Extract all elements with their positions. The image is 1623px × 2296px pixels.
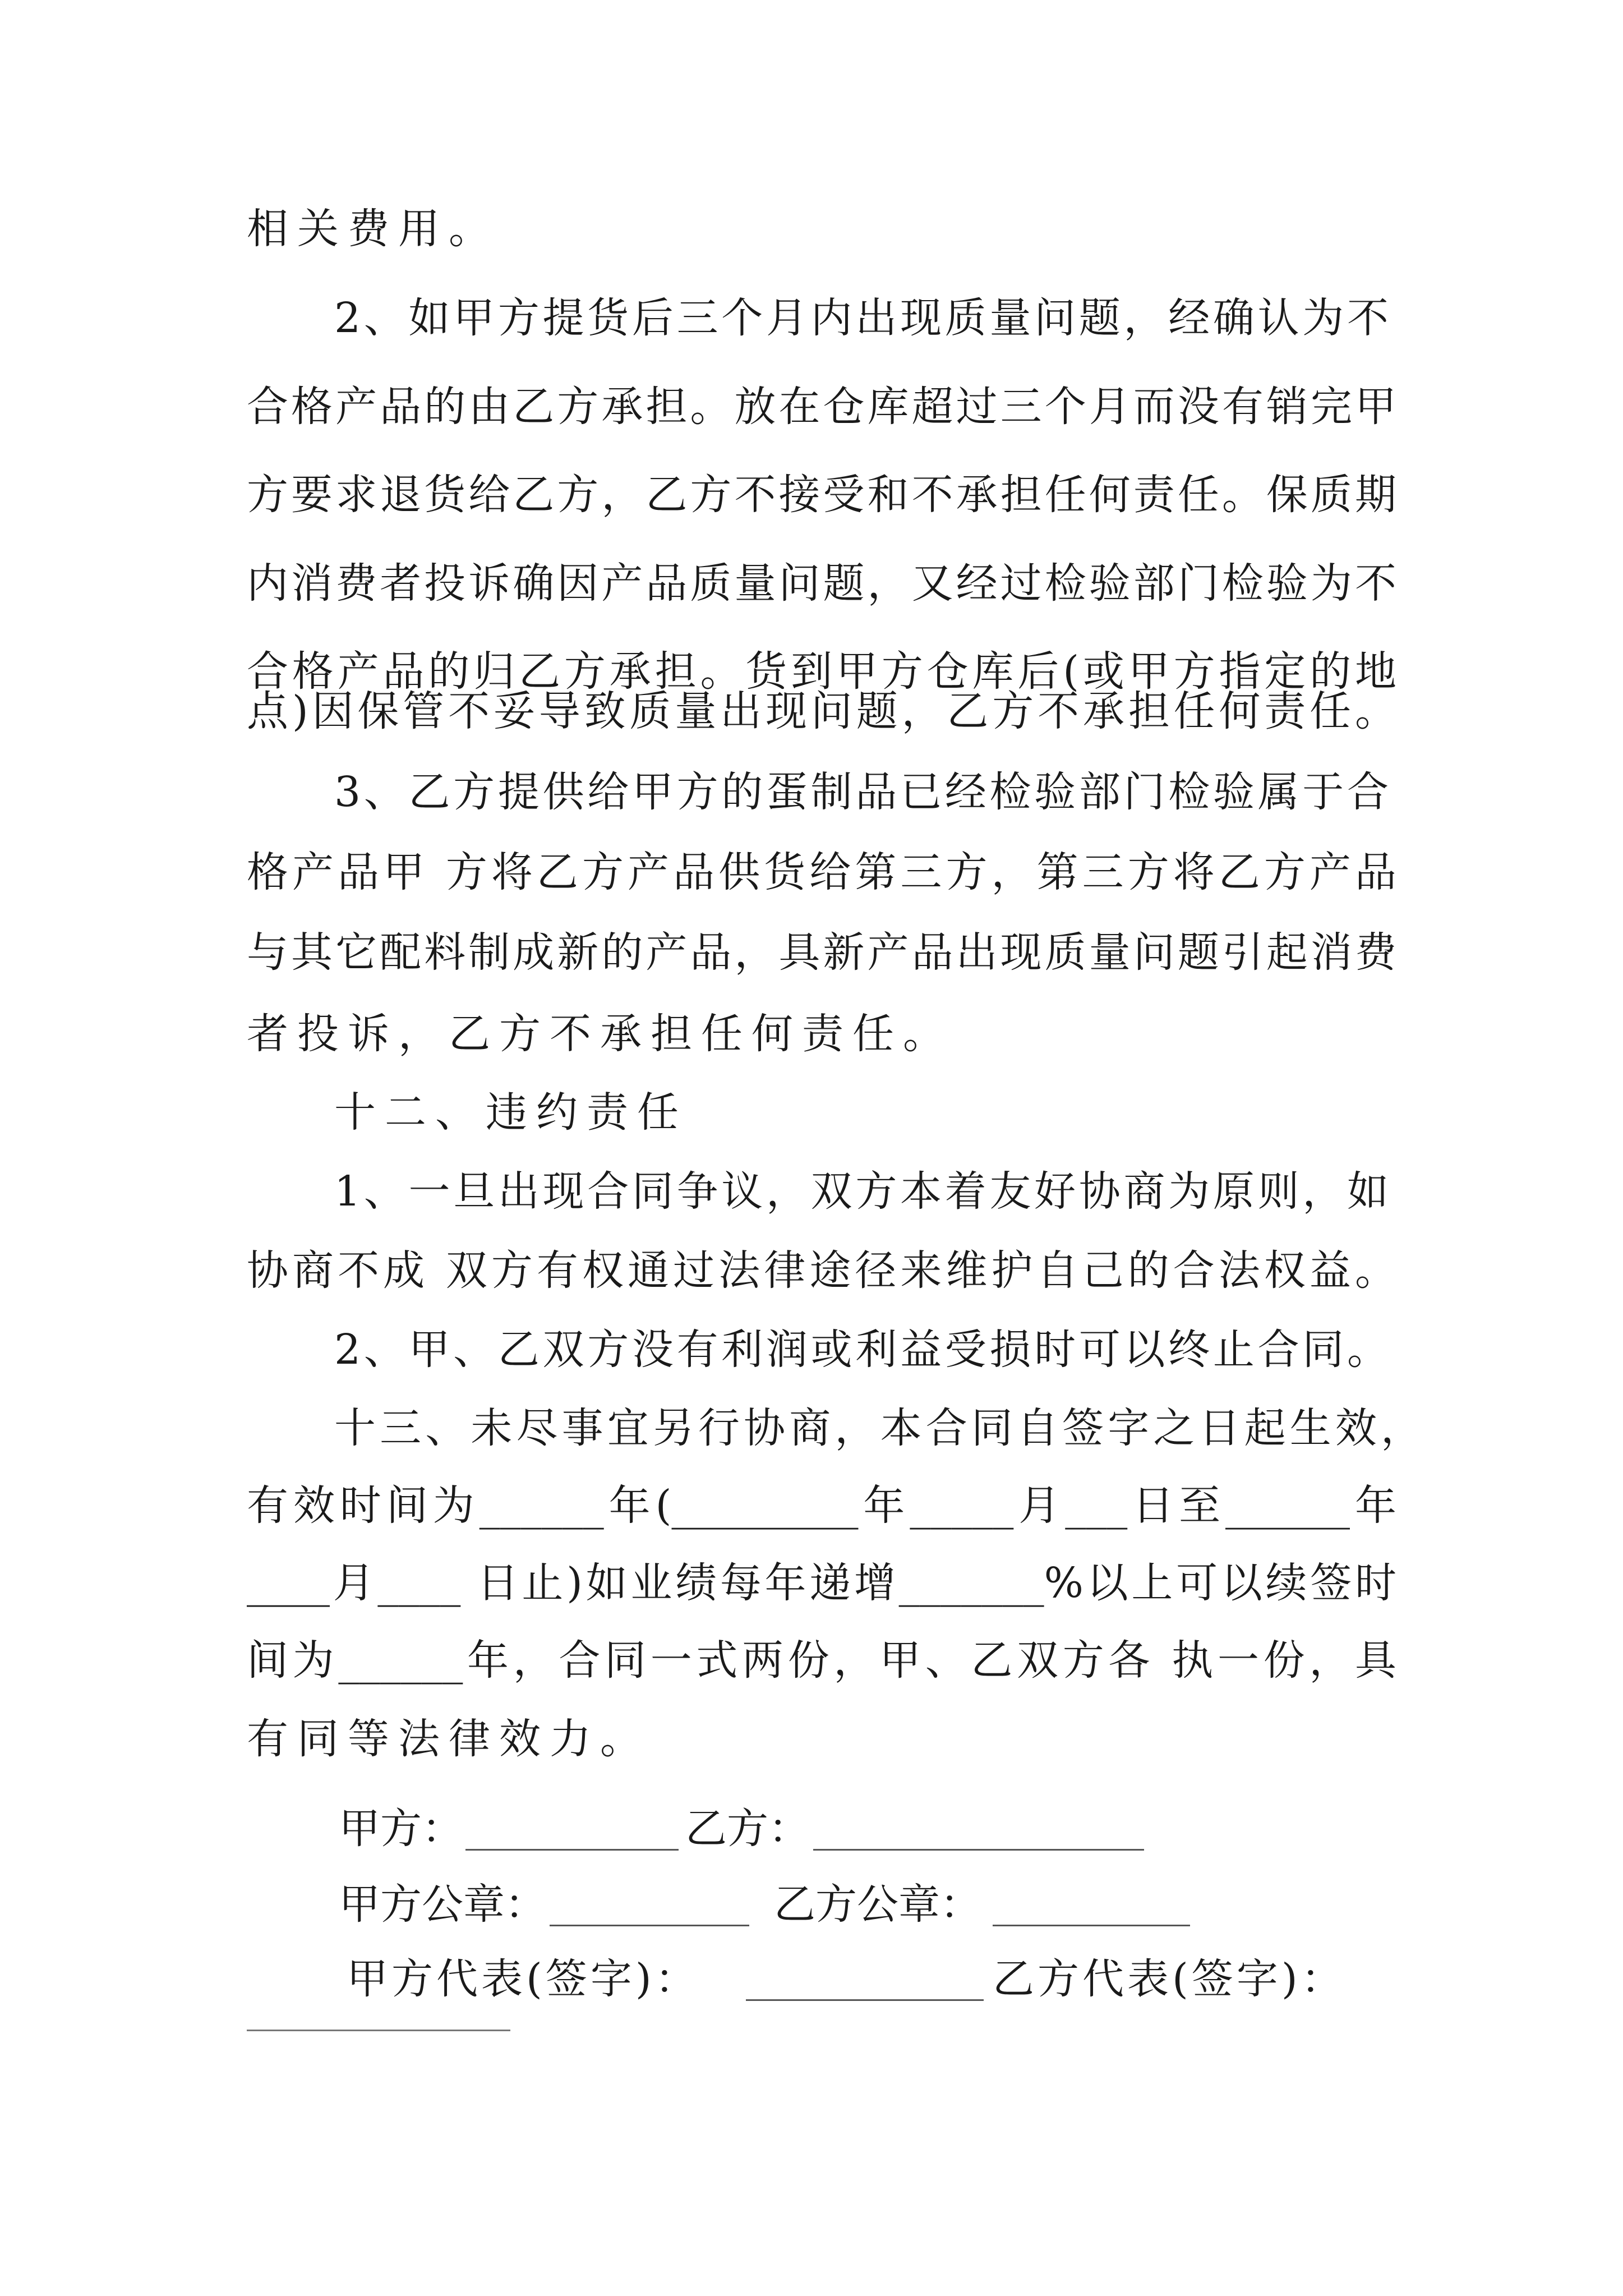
seal-a-blank[interactable] (550, 1925, 749, 1926)
text-line: 方要求退货给乙方，乙方不接受和不承担任何责任。保质期 (247, 471, 1396, 519)
rep-a-blank[interactable] (746, 1999, 984, 2001)
rep-b-label: 乙方代表(签字)： (993, 1955, 1346, 2003)
text-line: 格产品甲 方将乙方产品供货给第三方，第三方将乙方产品 (247, 848, 1396, 896)
text-line: 与其它配料制成新的产品，具新产品出现质量问题引起消费 (247, 928, 1396, 977)
text-line: 合格产品的归乙方承担。货到甲方仓库后(或甲方指定的地 (247, 647, 1396, 696)
text-line: 2、甲、乙双方没有利润或利益受损时可以终止合同。 (334, 1326, 1389, 1374)
text-line: 合格产品的由乙方承担。放在仓库超过三个月而没有销完甲 (247, 383, 1396, 431)
text-line: 协商不成 双方有权通过法律途径来维护自己的合法权益。 (247, 1246, 1396, 1295)
text-line: 2、如甲方提货后三个月内出现质量问题，经确认为不 (334, 294, 1389, 342)
party-a-blank[interactable] (465, 1849, 679, 1851)
text-line: 十三、未尽事宜另行协商，本合同自签字之日起生效， (334, 1404, 1422, 1452)
text-line: 有同等法律效力。 (247, 1715, 651, 1763)
text-line: 间为______年，合同一式两份，甲、乙双方各 执一份，具 (247, 1636, 1396, 1685)
party-b-label: 乙方： (685, 1805, 810, 1853)
party-b-blank[interactable] (813, 1849, 1144, 1851)
text-line: 点)因保管不妥导致质量出现问题，乙方不承担任何责任。 (247, 687, 1396, 735)
seal-a-label: 甲方公章： (339, 1880, 546, 1929)
text-line: 内消费者投诉确因产品质量问题，又经过检验部门检验为不 (247, 559, 1396, 608)
seal-b-blank[interactable] (993, 1925, 1190, 1926)
text-line: 3、乙方提供给甲方的蛋制品已经检验部门检验属于合 (334, 768, 1389, 816)
text-line: 者投诉，乙方不承担任何责任。 (247, 1010, 953, 1058)
text-line: 相关费用。 (247, 205, 499, 253)
text-line: 1、一旦出现合同争议，双方本着友好协商为原则，如 (334, 1167, 1389, 1216)
party-a-label: 甲方： (339, 1805, 463, 1853)
text-line: ____月____ 日止)如业绩每年递增_______%以上可以续签时 (247, 1559, 1396, 1607)
seal-b-label: 乙方公章： (774, 1880, 981, 1929)
rep-a-label: 甲方代表(签字)： (347, 1955, 700, 2003)
text-line: 有效时间为______年(_________年_____月___日至______年 (247, 1481, 1396, 1530)
rep-b-blank[interactable] (247, 2030, 510, 2031)
section-heading: 十二、违约责任 (334, 1088, 688, 1137)
